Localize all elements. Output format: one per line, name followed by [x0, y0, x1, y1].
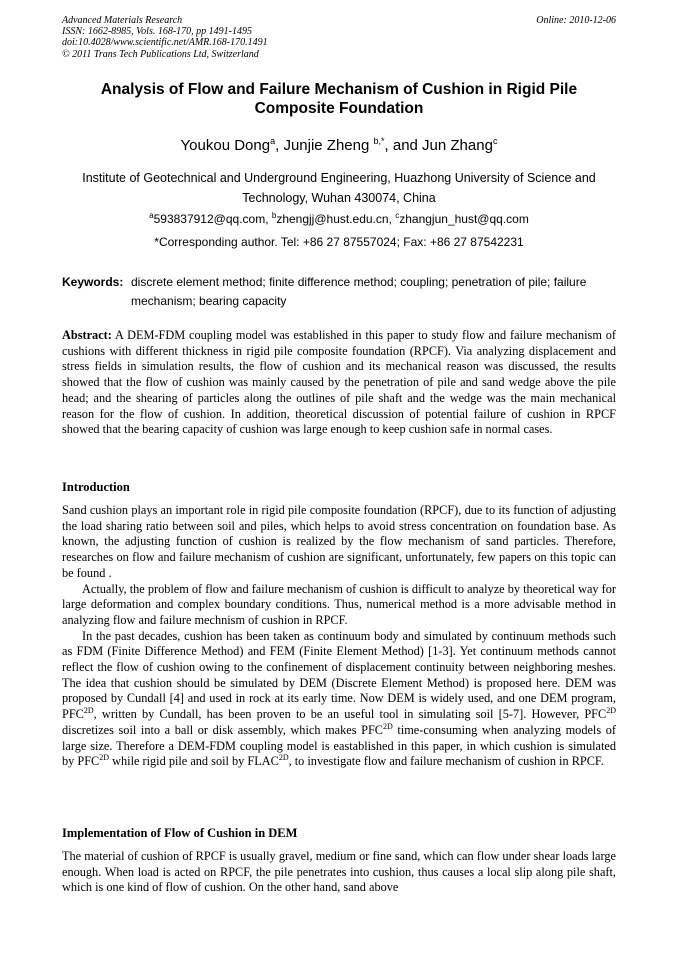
issn-line: ISSN: 1662-8985, Vols. 168-170, pp 1491-1495: [62, 26, 252, 38]
affiliation: [62, 168, 616, 208]
copyright-line: © 2011 Trans Tech Publications Ltd, Switzerland: [62, 48, 259, 60]
intro-paragraph-3: [62, 629, 616, 770]
superscript-2d: 2D: [83, 706, 94, 716]
keywords-label: Keywords:: [62, 275, 124, 289]
intro-p3-text: time-consuming when analyzing models of large size. Therefore a DEM-FDM coupling model is eastablished in this paper, in which cushion is simulated by PFC: [62, 722, 616, 769]
doi-line: doi:10.4028/www.scientific.net/AMR.168-170.1491: [62, 37, 268, 49]
intro-p3-text: discretizes soil into a ball or disk assembly, which makes PFC: [62, 722, 383, 737]
affiliation-line-1: Institute of Geotechnical and Underground Engineering, Huazhong University of Science and: [82, 171, 596, 185]
superscript-2d: 2D: [606, 706, 616, 716]
email-c-mark: c: [395, 211, 400, 220]
author-2: Junjie Zheng: [283, 137, 374, 154]
title-line-1: Analysis of Flow and Failure Mechanism of Cushion in Rigid Pile: [100, 81, 578, 98]
author-separator: ,: [275, 137, 284, 154]
email-b[interactable]: zhengjj@hust.edu.cn,: [276, 212, 396, 226]
superscript-2d: 2D: [278, 753, 289, 763]
online-date: Online: 2010-12-06: [536, 15, 616, 26]
email-b-mark: b: [271, 211, 277, 220]
intro-paragraph-2: Actually, the problem of flow and failure mechanism of cushion is difficult to analyze by theoretical way for large deformation and complex boundary conditions. Thus, numerical method is a more advisable method in analyzing flow and failure mechnism of cushion in RPCF.: [62, 581, 616, 627]
intro-p3-text: In the past decades, cushion has been taken as continuum body and simulated by continuum methods such as FDM (Finite Difference Method) and FEM (Finite Element Method) [1-3]. Yet continuum methods cannot reflect the flow of cushion owing to the confinement of displacement continuity between neighboring meshes. The idea that cushion should be simulated by DEM (Discrete Element Method) is proposed here. DEM was proposed by Cundall [4] and used in rock at its early time. Now DEM is widely used, and one DEM program, PFC: [62, 628, 616, 722]
journal-name: Advanced Materials Research: [62, 15, 183, 26]
intro-p3-text: , to investigate flow and failure mechanism of cushion in RPCF.: [288, 754, 604, 769]
email-a-mark: a: [149, 211, 154, 220]
superscript-2d: 2D: [383, 721, 393, 731]
author-1: Youkou Dong: [180, 137, 271, 154]
intro-paragraph-1: Sand cushion plays an important role in rigid pile composite foundation (RPCF), due to its function of adjusting the load sharing ratio between soil and piles, which helps to avoid stress concentration on foundation base. As known, the adjusting function of cushion is realized by the flow mechanism of sand particles. Therefore, researches on flow and failure mechanism of cushion are significant, unfortunately, few papers on this topic can be found .: [62, 503, 616, 580]
email-list: [62, 207, 616, 228]
implementation-body: [62, 849, 616, 896]
corresponding-author: *Corresponding author. Tel: +86 27 87557024; Fax: +86 27 87542231: [154, 235, 524, 249]
implementation-paragraph-1: The material of cushion of RPCF is usually gravel, medium or fine sand, which can flow under shear loads large enough. When load is acted on RPCF, the pile penetrates into cushion, thus causes a local slip along pile shaft, which is one kind of flow of cushion. On the other hand, sand above: [62, 849, 616, 895]
section-heading-introduction: Introduction: [62, 480, 130, 494]
author-separator: , and: [384, 137, 423, 154]
author-2-mark: b,*: [373, 136, 385, 146]
author-3-mark: c: [492, 136, 498, 146]
keywords-text: discrete element method; finite difference method; coupling; penetration of pile; failure mechanism; bearing capacity: [131, 275, 587, 308]
intro-p3-text: while rigid pile and soil by FLAC: [109, 754, 279, 769]
keywords: [62, 273, 616, 311]
abstract-label: Abstract:: [62, 328, 112, 342]
intro-p3-text: , written by Cundall, has been proven to be an useful tool in simulating soil [5-7]. However, PFC: [93, 707, 607, 722]
abstract-text: A DEM-FDM coupling model was established in this paper to study flow and failure mechanism of cushions with different thickness in rigid pile composite foundation (RPCF). Via analyzing displacement and stress fields in simulation results, the flow of cushion and its mechanical reason was discussed, the results showed that the flow of cushion was mainly caused by the penetration of pile and sand wedge above the pile head; and the shearing of particles along the outlines of pile shaft and the wedge was the main mechanical reason for the flow of cushion. In addition, theoretical discussion of potential failure of cushion in RPCF showed that the bearing capacity of cushion was large enough to keep cushion safe in normal cases.: [62, 328, 616, 437]
author-list: [62, 131, 616, 156]
introduction-body: [62, 503, 616, 770]
title-line-2: Composite Foundation: [254, 100, 424, 117]
author-1-mark: a: [270, 136, 276, 146]
journal-header: [62, 15, 616, 60]
affiliation-line-2: Technology, Wuhan 430074, China: [242, 191, 436, 205]
email-c[interactable]: zhangjun_hust@qq.com: [399, 212, 529, 226]
author-3: Jun Zhang: [422, 137, 493, 154]
paper-title: [62, 80, 616, 118]
section-heading-implementation: Implementation of Flow of Cushion in DEM: [62, 826, 298, 840]
email-a[interactable]: 593837912@qq.com,: [153, 212, 272, 226]
abstract: [62, 328, 616, 438]
superscript-2d: 2D: [99, 753, 110, 763]
